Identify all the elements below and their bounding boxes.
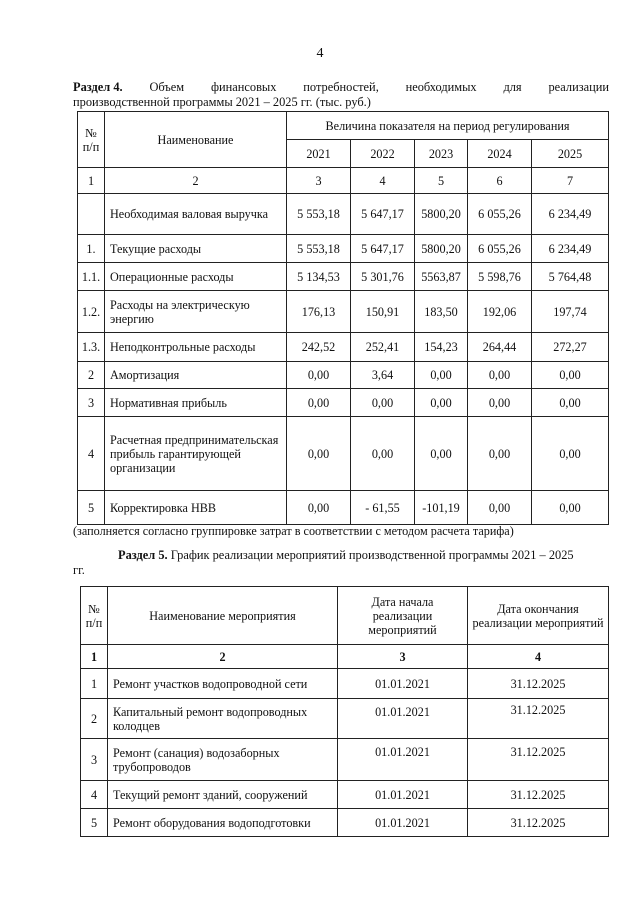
section4-title: Раздел 4. Объем финансовых потребностей, необходимых для реализации производственной программы 2021 – 2025 гг. (тыс. руб.) (73, 80, 609, 109)
table-row: Необходимая валовая выручка 5 553,18 5 647,17 5800,20 6 055,26 6 234,49 (78, 194, 609, 235)
index-row: 1 2 3 4 5 6 7 (78, 168, 609, 194)
table-row: 5 Корректировка НВВ 0,00 - 61,55 -101,19 0,00 0,00 (78, 491, 609, 525)
header-year: 2021 (287, 140, 351, 168)
table-note: (заполняется согласно группировке затрат в соответствии с методом расчета тарифа) (73, 524, 514, 538)
header-num: № п/п (78, 112, 105, 168)
table-row: 5 Ремонт оборудования водоподготовки 01.01.2021 31.12.2025 (81, 809, 609, 837)
header-name: Наименование мероприятия (108, 587, 338, 645)
financial-needs-table (77, 111, 609, 525)
header-period: Величина показателя на период регулирования (287, 112, 609, 140)
header-year: 2022 (351, 140, 415, 168)
table-row: 4 Расчетная предпринимательская прибыль гарантирующей организации 0,00 0,00 0,00 0,00 0,00 (78, 417, 609, 491)
header-year: 2025 (532, 140, 609, 168)
table-row: 1.2. Расходы на электрическую энергию 176,13 150,91 183,50 192,06 197,74 (78, 291, 609, 333)
schedule-table (80, 586, 609, 837)
table-row: 2 Капитальный ремонт водопроводных колодцев 01.01.2021 31.12.2025 (81, 699, 609, 739)
section5-title: Раздел 5. График реализации мероприятий производственной программы 2021 – 2025 гг. (73, 548, 613, 578)
section4-title-line2: производственной программы 2021 – 2025 гг. (тыс. руб.) (73, 95, 371, 109)
header-start: Дата начала реализации мероприятий (338, 587, 468, 645)
table-row: 1.1. Операционные расходы 5 134,53 5 301,76 5563,87 5 598,76 5 764,48 (78, 263, 609, 291)
table-row: 4 Текущий ремонт зданий, сооружений 01.01.2021 31.12.2025 (81, 781, 609, 809)
table-row: 2 Амортизация 0,00 3,64 0,00 0,00 0,00 (78, 362, 609, 389)
table-row: 1 Ремонт участков водопроводной сети 01.01.2021 31.12.2025 (81, 669, 609, 699)
section4-label: Раздел 4. (73, 80, 123, 94)
table-row: 1.3. Неподконтрольные расходы 242,52 252,41 154,23 264,44 272,27 (78, 333, 609, 362)
header-num: № п/п (81, 587, 108, 645)
table-row: 1. Текущие расходы 5 553,18 5 647,17 5800,20 6 055,26 6 234,49 (78, 235, 609, 263)
header-year: 2024 (468, 140, 532, 168)
header-year: 2023 (415, 140, 468, 168)
header-name: Наименование (105, 112, 287, 168)
index-row: 1 2 3 4 (81, 645, 609, 669)
page-number: 4 (316, 46, 324, 61)
section5-title-line2: гг. (73, 563, 85, 577)
header-end: Дата окончания реализации мероприятий (468, 587, 609, 645)
table-row: 3 Нормативная прибыль 0,00 0,00 0,00 0,00 0,00 (78, 389, 609, 417)
table-row: 3 Ремонт (санация) водозаборных трубопроводов 01.01.2021 31.12.2025 (81, 739, 609, 781)
section5-label: Раздел 5. (118, 548, 168, 562)
